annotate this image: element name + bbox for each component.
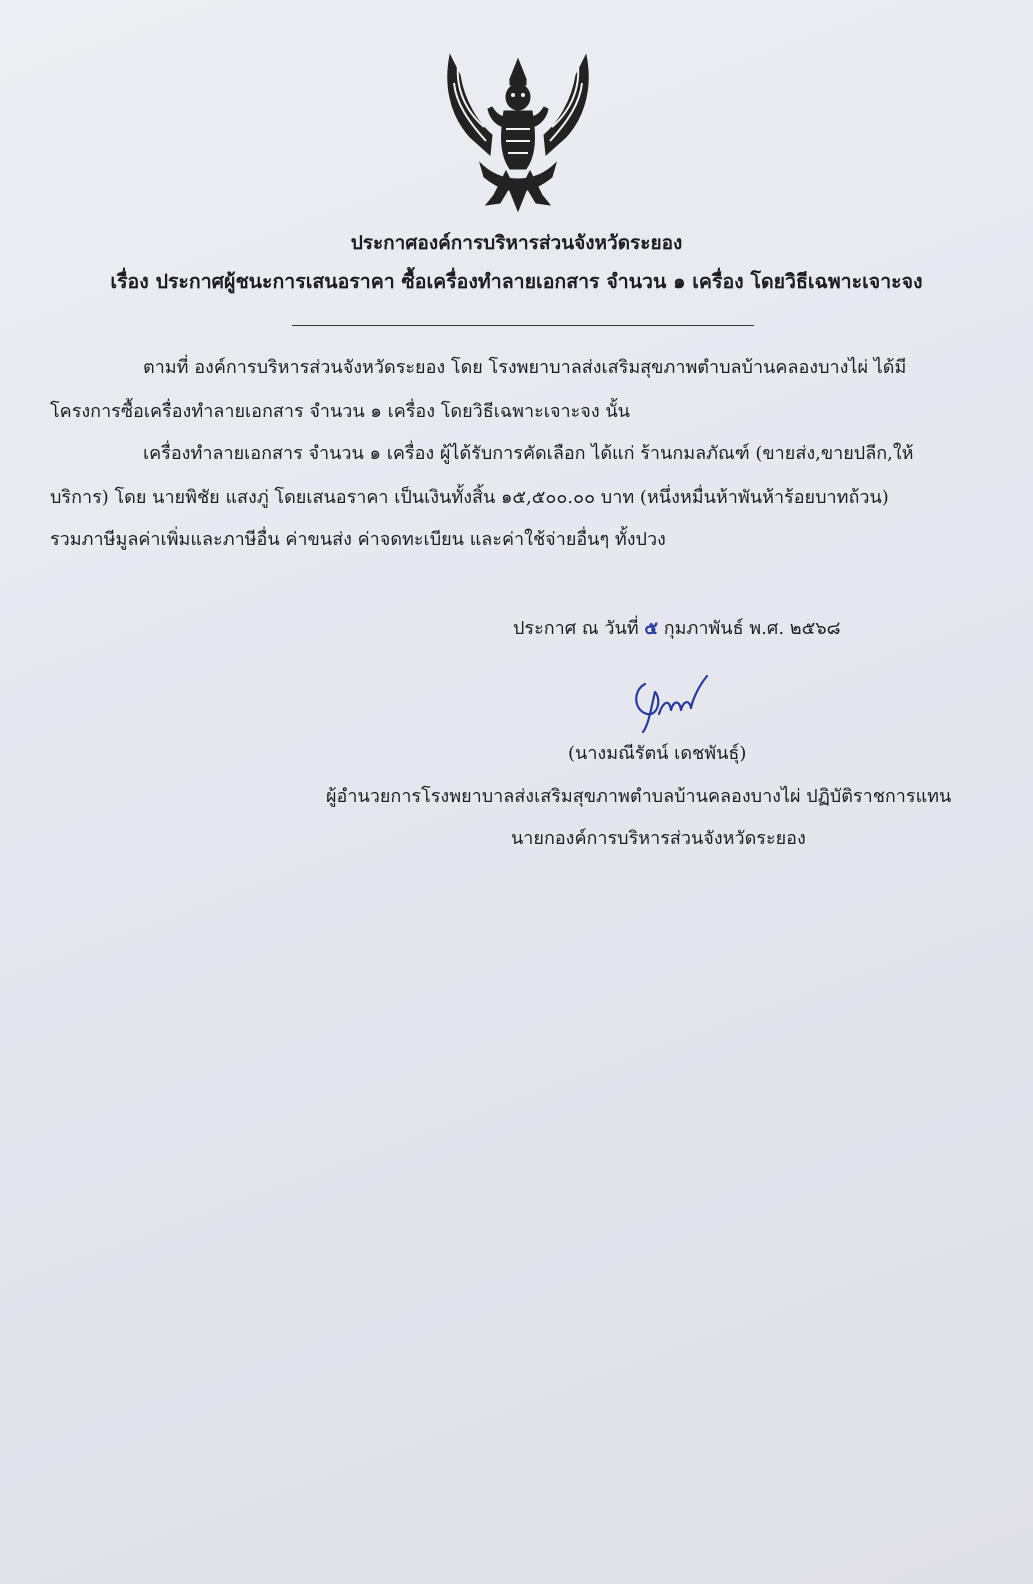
document-subject: เรื่อง ประกาศผู้ชนะการเสนอราคา ซื้อเครื่องทำลายเอกสาร จำนวน ๑ เครื่อง โดยวิธีเฉพาะเจาะจง	[110, 270, 923, 293]
paragraph-2-line-1: เครื่องทำลายเอกสาร จำนวน ๑ เครื่อง ผู้ได้รับการคัดเลือก ได้แก่ ร้านกมลภัณฑ์ (ขายส่ง,ขายปลีก,ให้	[143, 443, 914, 464]
divider-line	[292, 325, 754, 326]
document-heading: ประกาศองค์การบริหารส่วนจังหวัดระยอง	[350, 232, 683, 254]
signer-position-line-1: ผู้อำนวยการโรงพยาบาลส่งเสริมสุขภาพตำบลบ้านคลองบางไผ่ ปฏิบัติราชการแทน	[326, 786, 952, 807]
paragraph-2-line-3: รวมภาษีมูลค่าเพิ่มและภาษีอื่น ค่าขนส่ง ค่าจดทะเบียน และค่าใช้จ่ายอื่นๆ ทั้งปวง	[50, 529, 666, 550]
handwritten-signature-icon	[625, 662, 725, 734]
announcement-date	[513, 617, 841, 641]
date-prefix: ประกาศ ณ วันที่	[513, 618, 645, 639]
signer-name: (นางมณีรัตน์ เดชพันธุ์)	[568, 743, 747, 764]
paragraph-1-line-1: ตามที่ องค์การบริหารส่วนจังหวัดระยอง โดย โรงพยาบาลส่งเสริมสุขภาพตำบลบ้านคลองบางไผ่ ได้มี	[143, 357, 907, 378]
paragraph-1-line-2: โครงการซื้อเครื่องทำลายเอกสาร จำนวน ๑ เครื่อง โดยวิธีเฉพาะเจาะจง นั้น	[50, 401, 630, 422]
date-suffix: กุมภาพันธ์ พ.ศ. ๒๕๖๘	[657, 618, 841, 639]
paragraph-2-line-2: บริการ) โดย นายพิชัย แสงภู่ โดยเสนอราคา เป็นเงินทั้งสิ้น ๑๕,๕๐๐.๐๐ บาท (หนึ่งหมื่นห้าพันห้าร้อยบาทถ้วน)	[50, 487, 889, 508]
date-day: ๕	[644, 618, 658, 639]
signer-position-line-2: นายกองค์การบริหารส่วนจังหวัดระยอง	[511, 828, 806, 849]
garuda-emblem-icon	[440, 45, 596, 215]
